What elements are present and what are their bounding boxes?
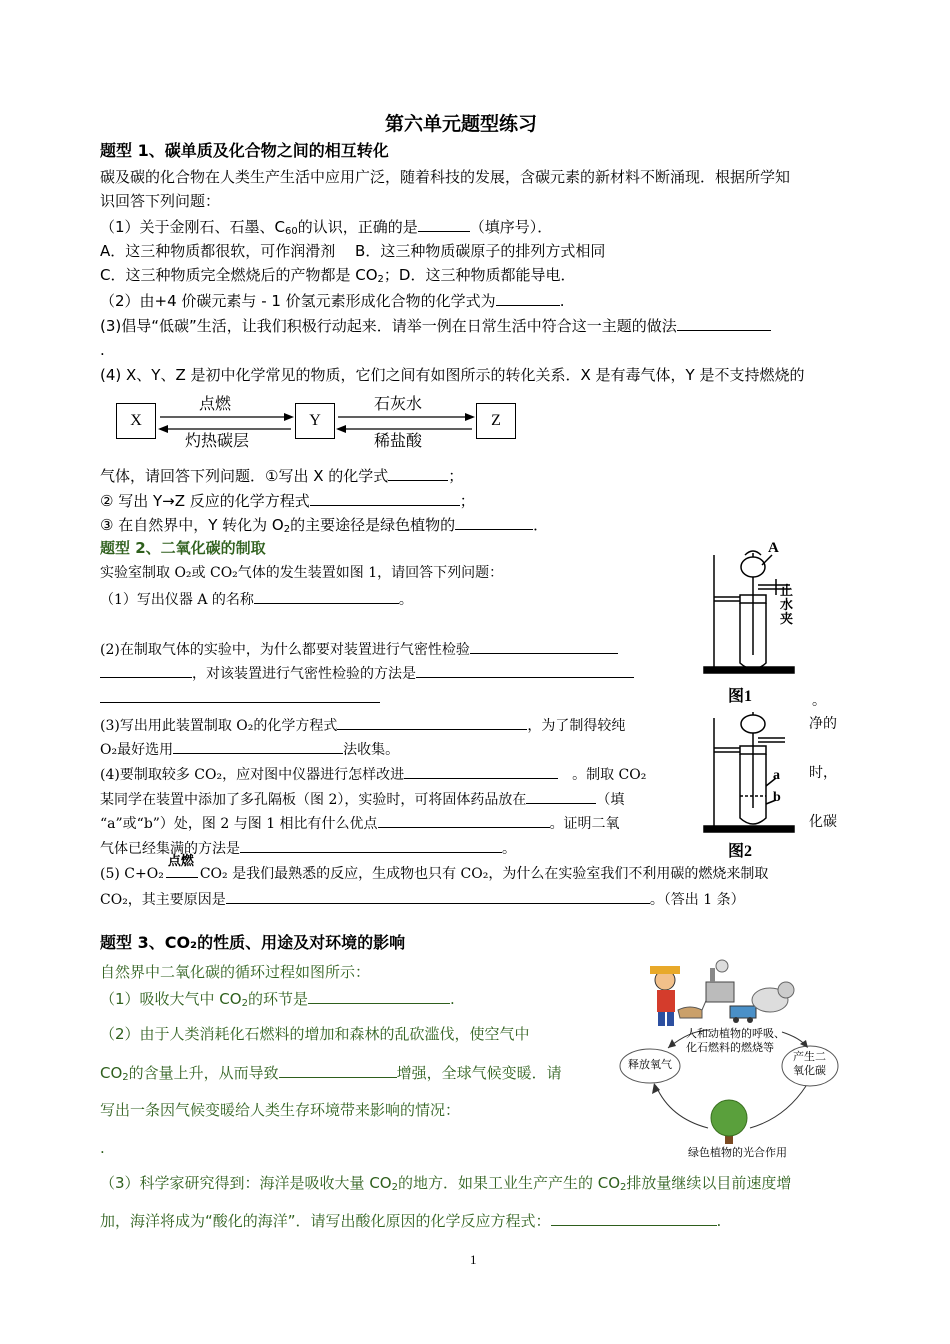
s1-q3: (3)倡导“低碳”生活，让我们积极行动起来．请举一例在日常生活中符合这一主题的做法 — [100, 315, 771, 336]
s1-options-ab: A．这三种物质都很软，可作润滑剂 B．这三种物质碳原子的排列方式相同 — [100, 242, 606, 260]
s2-q3b: O₂最好选用 法收集。 — [100, 738, 399, 760]
s3-q2a: （2）由于人类消耗化石燃料的增加和森林的乱砍滥伐，使空气中 — [100, 1025, 530, 1043]
answer-blank[interactable] — [496, 290, 560, 306]
s1-q4: (4) X、Y、Z 是初中化学常见的物质，它们之间有如图所示的转化关系．X 是有毒气体，Y 是不支持燃烧的 — [100, 366, 805, 384]
s1-intro-line2: 识回答下列问题： — [100, 192, 221, 210]
arrow-label-ignite: 点燃 — [199, 394, 232, 413]
fig2-label-b: b — [773, 790, 781, 805]
s2-q5a: (5) C+O₂ 点燃 CO₂ 是我们最熟悉的反应，生成物也只有 CO₂，为什么在实验室我们不利用碳的燃烧来制取 — [100, 854, 769, 882]
s3-q2b: $CO_2$的含量上升，从而导致 增强，全球气候变暖．请 — [100, 1064, 562, 1083]
s2-q4-cont: 时， — [809, 765, 837, 781]
s2-q4-cont2: 化碳 — [809, 814, 837, 830]
answer-blank[interactable] — [226, 888, 650, 904]
answer-blank[interactable] — [100, 687, 380, 703]
answer-blank[interactable] — [455, 514, 533, 530]
answer-blank[interactable] — [677, 315, 771, 331]
s1-q2: （2）由+4 价碳元素与 - 1 价氢元素形成化合物的化学式为 . — [100, 292, 565, 310]
s1-intro-line1: 碳及碳的化合物在人类生产生活中应用广泛，随着科技的发展，含碳元素的新材料不断涌现．根据所学知 — [100, 168, 791, 186]
box-z: Z — [476, 403, 516, 439]
answer-blank[interactable] — [310, 490, 460, 506]
s2-q5b: CO₂，其主要原因是 。（答出 1 条） — [100, 888, 745, 910]
s2-q3-cont: 净的 — [809, 716, 837, 732]
s2-q2a: (2)在制取气体的实验中，为什么都要对装置进行气密性检验 — [100, 638, 618, 660]
box-y: Y — [295, 403, 335, 439]
cycle-label-respiration-2: 化石燃料的燃烧等 — [686, 1041, 774, 1054]
s3-q2-end: . — [100, 1139, 105, 1157]
answer-blank[interactable] — [470, 638, 618, 654]
section-1-heading: 题型 1、碳单质及化合物之间的相互转化 — [100, 141, 389, 160]
cycle-label-release-oxygen: 释放氧气 — [628, 1058, 672, 1071]
s3-q3b: 加，海洋将成为“酸化的海洋”．请写出酸化原因的化学反应方程式： . — [100, 1212, 722, 1230]
figure-2-caption: 图2 — [728, 843, 753, 860]
s1-q4-d: ③ 在自然界中，Y 转化为 $O_2$的主要途径是绿色植物的 ． — [100, 516, 549, 535]
arrow-label-dilute-hcl: 稀盐酸 — [374, 431, 423, 450]
cycle-label-respiration-1: 人和动植物的呼吸、 — [686, 1027, 785, 1040]
s3-q3a: （3）科学家研究得到：海洋是吸收大量 $CO_2$的地方．如果工业生产产生的 $CO_2$排放量继续以目前速度增 — [100, 1174, 792, 1193]
s3-intro: 自然界中二氧化碳的循环过程如图所示： — [100, 963, 371, 981]
cycle-label-photosynthesis: 绿色植物的光合作用 — [688, 1146, 787, 1159]
answer-blank[interactable] — [416, 662, 634, 678]
section-2-heading: 题型 2、二氧化碳的制取 — [100, 539, 266, 557]
page-title: 第六单元题型练习 — [385, 113, 538, 135]
answer-blank[interactable] — [418, 216, 470, 232]
s1-q4-b: 气体，请回答下列问题．①写出 X 的化学式 ； — [100, 467, 464, 485]
answer-blank[interactable] — [337, 714, 527, 730]
s2-q4c: “a”或“b”）处，图 2 与图 1 相比有什么优点 。证明二氧 — [100, 812, 620, 834]
box-x: X — [116, 403, 156, 439]
answer-blank[interactable] — [404, 763, 558, 779]
answer-blank[interactable] — [173, 738, 343, 754]
s2-q3a: (3)写出用此装置制取 O₂的化学方程式 ，为了制得较纯 — [100, 714, 625, 736]
answer-blank[interactable] — [388, 465, 448, 481]
s1-q4-c: ② 写出 Y→Z 反应的化学方程式 ； — [100, 492, 475, 510]
s1-options-cd: C．这三种物质完全燃烧后的产物都是 $CO_2$；D．这三种物质都能导电． — [100, 266, 576, 285]
arrow-label-hot-carbon: 灼热碳层 — [185, 431, 250, 450]
s2-q2c — [100, 687, 380, 709]
answer-blank[interactable] — [308, 988, 450, 1004]
s2-q2-end: 。 — [812, 693, 826, 709]
cycle-label-produce-co2-1: 产生二 — [793, 1050, 826, 1063]
s2-q4d: 气体已经集满的方法是 。 — [100, 837, 516, 859]
s2-q2b: ，对该装置进行气密性检验的方法是 — [100, 662, 634, 684]
answer-blank[interactable] — [254, 588, 399, 604]
answer-blank[interactable] — [279, 1062, 397, 1078]
s1-q3-end: . — [100, 341, 105, 359]
answer-blank[interactable] — [551, 1210, 717, 1226]
fig1-label-clamp: 止水夹 — [780, 583, 794, 626]
figure-1-caption: 图1 — [728, 688, 753, 705]
section-3-heading: 题型 3、CO₂的性质、用途及对环境的影响 — [100, 933, 406, 952]
page-number: 1 — [470, 1252, 477, 1267]
s2-q1: （1）写出仪器 A 的名称 。 — [100, 588, 413, 610]
fig1-label-a: A — [768, 540, 779, 556]
s3-q1: （1）吸收大气中 $CO_2$的环节是 . — [100, 990, 455, 1009]
s1-q1: （1）关于金刚石、石墨、$C_{60}$的认识，正确的是 （填序号）． — [100, 218, 553, 237]
s2-q4a: (4)要制取较多 CO₂，应对图中仪器进行怎样改进 。制取 CO₂ — [100, 763, 646, 785]
answer-blank[interactable] — [100, 662, 192, 678]
s2-q4b: 某同学在装置中添加了多孔隔板（图 2），实验时，可将固体药品放在 （填 — [100, 788, 624, 810]
figure-2-apparatus — [700, 708, 805, 838]
answer-blank[interactable] — [526, 788, 596, 804]
fig2-label-a: a — [773, 768, 780, 783]
s3-q2c: 写出一条因气候变暖给人类生存环境带来影响的情况： — [100, 1101, 461, 1119]
answer-blank[interactable] — [240, 837, 502, 853]
answer-blank[interactable] — [378, 812, 550, 828]
s2-intro: 实验室制取 O₂或 CO₂气体的发生装置如图 1，请回答下列问题： — [100, 565, 504, 581]
arrow-label-limewater: 石灰水 — [374, 394, 423, 413]
cycle-label-produce-co2-2: 氧化碳 — [793, 1064, 826, 1077]
